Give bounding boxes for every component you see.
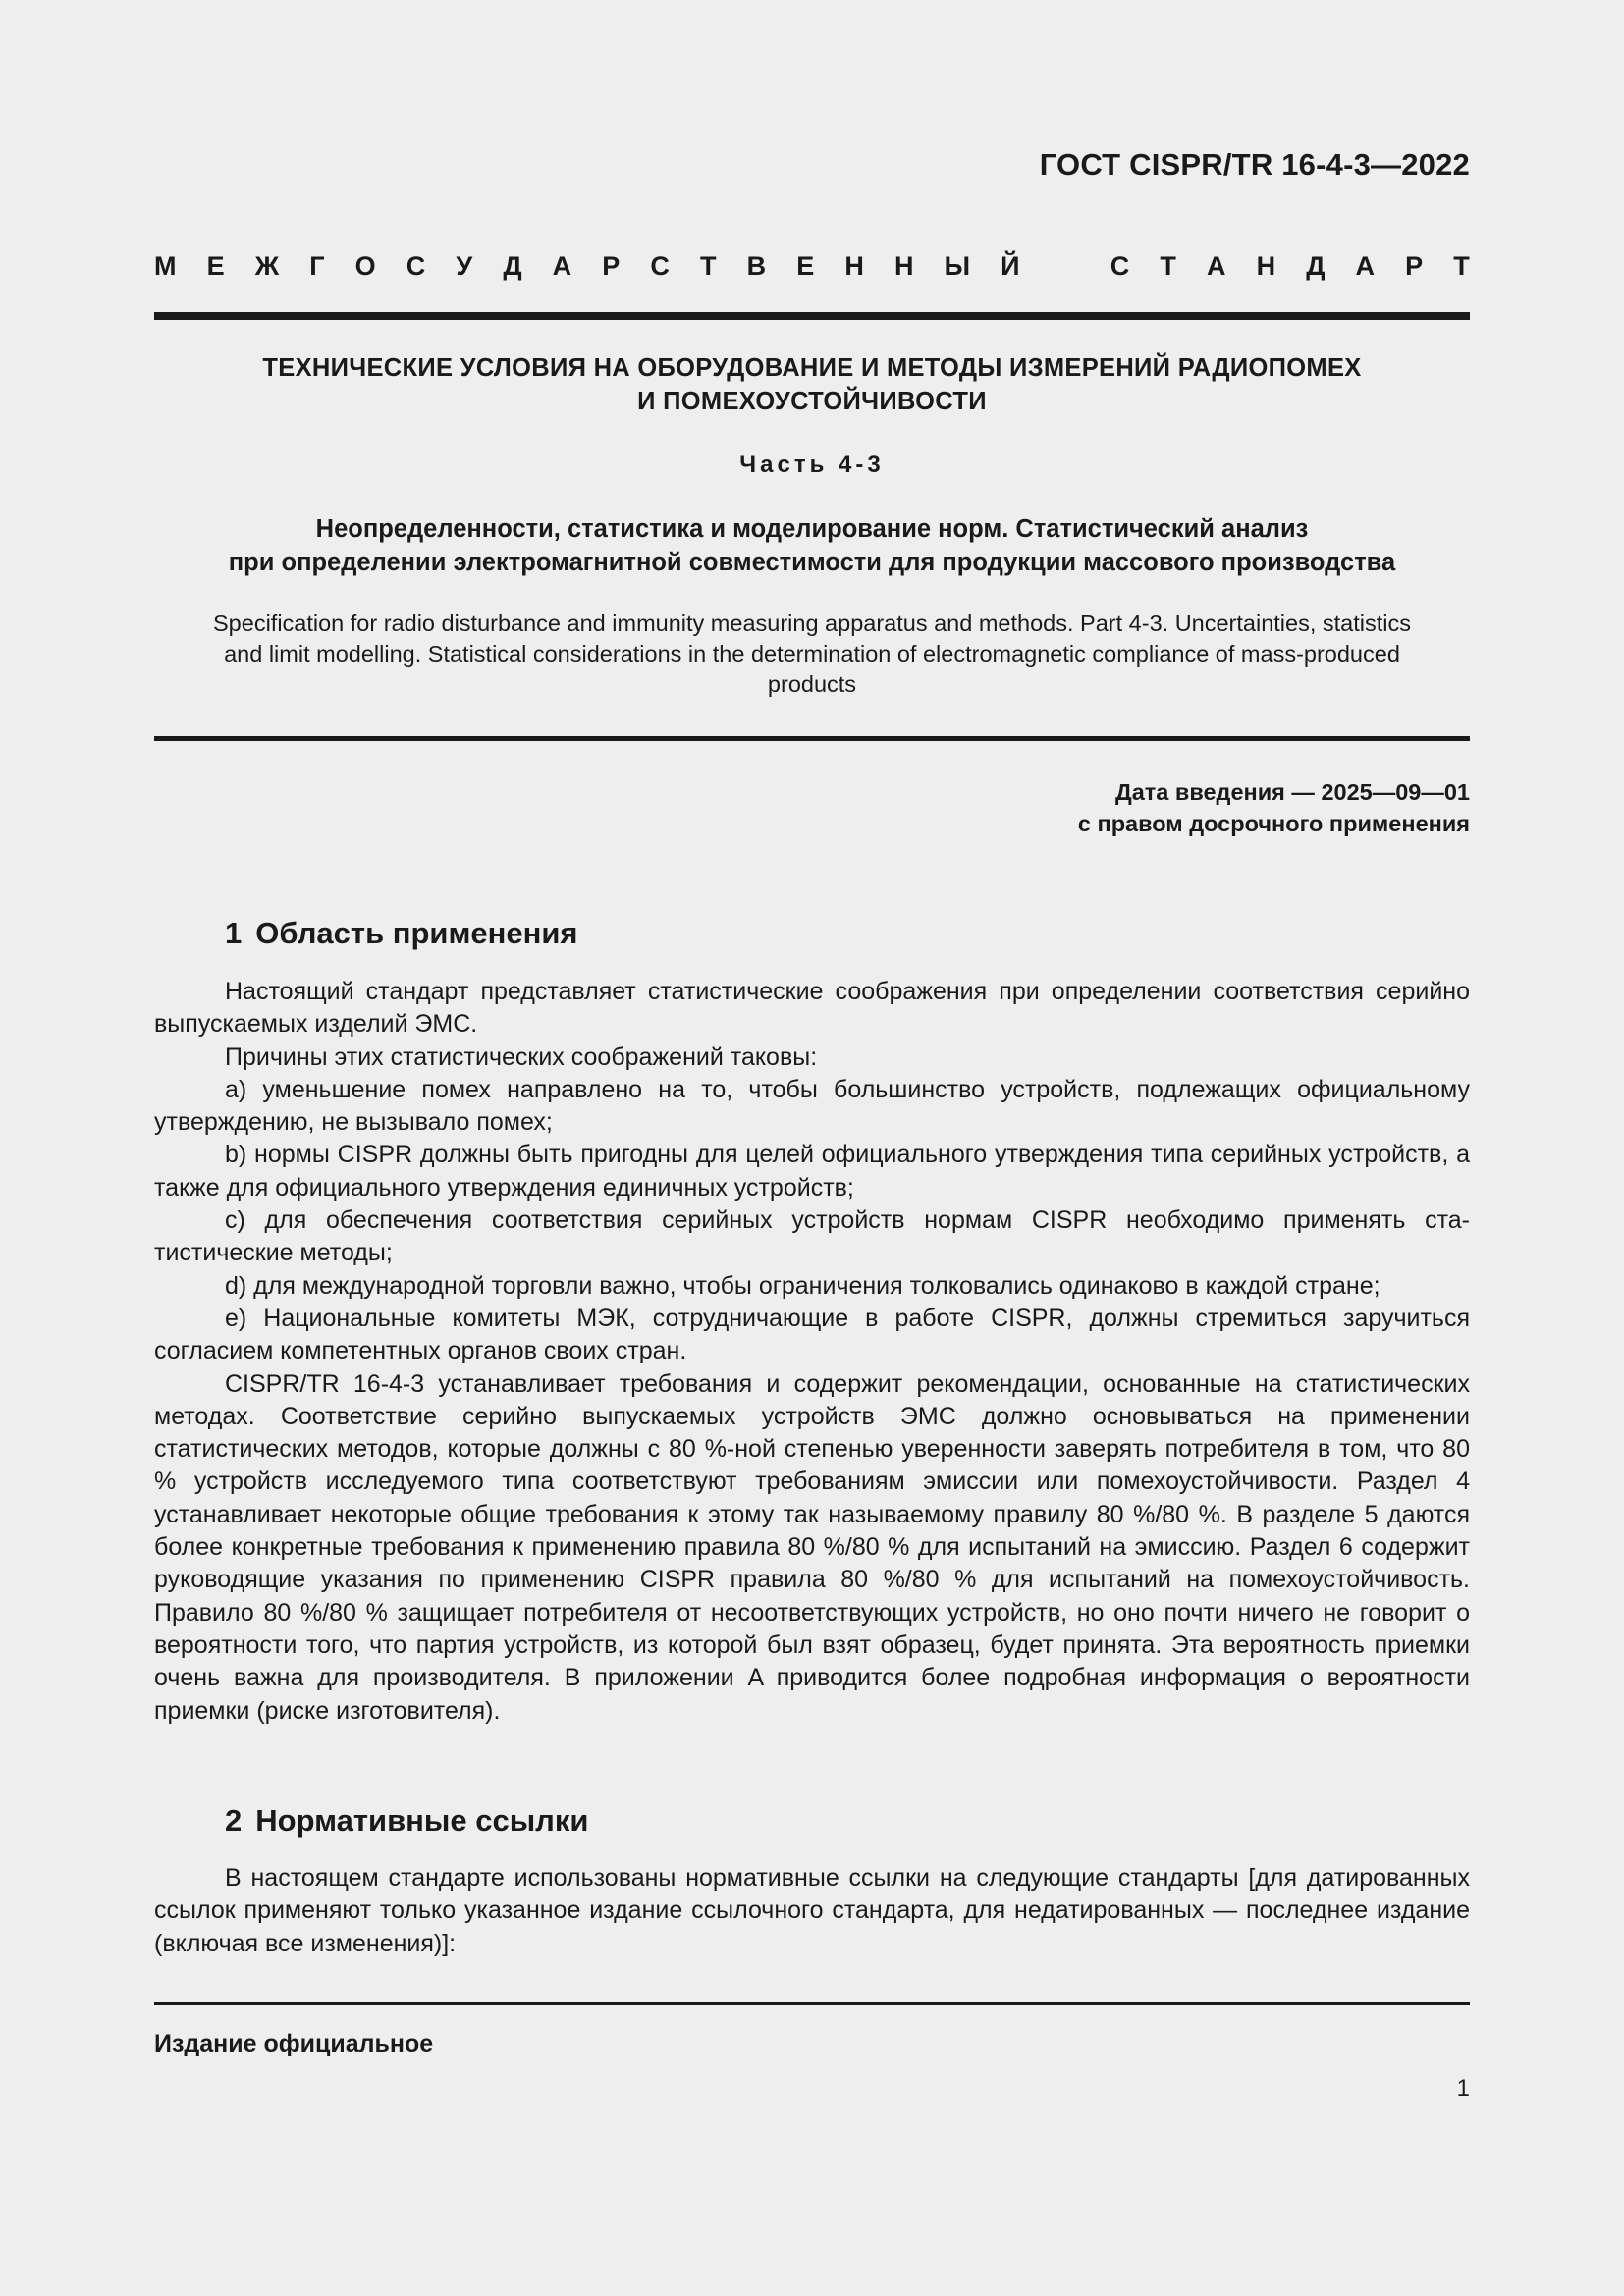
interstate-letter: Н: [1256, 251, 1276, 281]
section1-paragraph: e) Национальные комитеты МЭК, сотрудничающие в работе CISPR, должны стремиться заручиться согласием компетентных органов своих стран.: [154, 1304, 1470, 1365]
early-application-note: с правом досрочного применения: [1077, 811, 1470, 836]
section1-paragraph: b) нормы CISPR должны быть пригодны для целей официального утверждения типа серийных устройств, а также для официального утверждения единичных устройств;: [154, 1141, 1470, 1201]
standard-title: [154, 351, 1470, 418]
section-2-number: 2: [225, 1803, 243, 1838]
part-subtitle-line-2: при определении электромагнитной совместимости для продукции массового производства: [228, 549, 1396, 576]
section1-paragraph: a) уменьшение помех направлено на то, чтобы большинство устройств, подлежащих официальному утверждению, не вызывало помех;: [154, 1075, 1470, 1137]
section-2-heading: [225, 1803, 588, 1839]
section1-paragraph: d) для международной торговли важно, чтобы ограничения толковались одинаково в каждой стране;: [225, 1271, 1380, 1300]
interstate-standard-label: [154, 251, 1470, 282]
document-id: ГОСТ CISPR/TR 16-4-3—2022: [1039, 147, 1470, 182]
section-1-heading: [225, 916, 578, 951]
interstate-letter: Р: [1405, 251, 1424, 281]
footer-rule: [154, 2002, 1470, 2005]
section-1-number: 1: [225, 916, 243, 950]
introduction-date: [1078, 776, 1470, 839]
english-title-line-2: and limit modelling. Statistical considerations in the determination of electromagnetic compliance of mass-produced: [224, 641, 1400, 667]
interstate-letter: Т: [1453, 251, 1470, 281]
interstate-letter: О: [354, 251, 376, 281]
interstate-letter: Н: [893, 251, 914, 281]
interstate-letter: Н: [844, 251, 864, 281]
section1-paragraph: Настоящий стандарт представляет статистические соображения при определении соответствия серийно выпускаемых изделий ЭМС.: [154, 978, 1470, 1039]
section1-paragraph: c) для обеспечения соответствия серийных устройств нормам CISPR необходимо применять статистические методы;: [154, 1206, 1470, 1267]
page-number: 1: [1456, 2075, 1470, 2102]
introduction-date-value: Дата введения — 2025—09—01: [1114, 779, 1470, 805]
section-2-title: Нормативные ссылки: [255, 1803, 589, 1838]
interstate-letter: Г: [309, 251, 325, 281]
part-subtitle: [154, 512, 1470, 579]
interstate-letter: Й: [1001, 251, 1020, 281]
interstate-letter: Ы: [944, 251, 971, 281]
interstate-letter: Р: [602, 251, 621, 281]
interstate-letter: В: [746, 251, 767, 281]
interstate-letter: У: [456, 251, 473, 281]
interstate-letter: Т: [700, 251, 717, 281]
interstate-letter: Д: [1306, 251, 1326, 281]
section1-paragraph: CISPR/TR 16-4-3 устанавливает требования и содержит рекомендации, основанные на статистических методах. Соответствие серийно выпускаемых устройств ЭМС должно основываться на применении статистических методов, которые должны с 80 %-ной степенью уверенности заверять потребителя в том, что 80 % устройств исследуемого типа соответствуют требованиям эмиссии или помехоустойчивости. Раздел 4 устанавливает некоторые общие требования к этому так называемому правилу 80 %/80 %. В разделе 5 даются более конкретные требования к применению правила 80 %/80 % для испытаний на эмиссию. Раздел 6 содержит руководящие указания по применению CISPR правила 80 %/80 % для испытаний на помехоустойчивость. Правило 80 %/80 % защищает потребителя от несоответствующих устройств, но оно почти ничего не говорит о вероятности того, что партия устройств, из которой был взят образец, будет принята. Эта вероятность приемки очень важна для производителя. В приложении A приводится более подробная информация о вероятности приемки (риске изготовителя).: [154, 1369, 1470, 1725]
interstate-letter: С: [406, 251, 426, 281]
interstate-letter: А: [552, 251, 572, 281]
standard-title-line-1: ТЕХНИЧЕСКИЕ УСЛОВИЯ НА ОБОРУДОВАНИЕ И МЕТОДЫ ИЗМЕРЕНИЙ РАДИОПОМЕХ: [262, 354, 1362, 382]
section1-paragraph: Причины этих статистических соображений таковы:: [225, 1042, 818, 1071]
english-title-line-3: products: [767, 671, 857, 697]
interstate-letter: Е: [796, 251, 815, 281]
interstate-letter: А: [1206, 251, 1226, 281]
interstate-letter: С: [1110, 251, 1130, 281]
interstate-letter: М: [154, 251, 177, 281]
english-title: [154, 609, 1470, 700]
interstate-letter: Ж: [254, 251, 280, 281]
interstate-letter: Т: [1160, 251, 1176, 281]
standard-title-line-2: И ПОМЕХОУСТОЙЧИВОСТИ: [637, 388, 987, 415]
section-1-body: [154, 976, 1470, 1728]
section-1-title: Область применения: [255, 916, 578, 950]
section2-paragraph: В настоящем стандарте использованы нормативные ссылки на следующие стандарты [для датированных ссылок применяют только указанное издание ссылочного стандарта, для недатированных — последнее издание (включая все изменения)]:: [154, 1864, 1470, 1957]
part-subtitle-line-1: Неопределенности, статистика и моделирование норм. Статистический анализ: [315, 515, 1309, 543]
official-edition-label: Издание официальное: [154, 2030, 434, 2057]
part-title: Часть 4-3: [739, 452, 885, 478]
section-2-body: [154, 1862, 1470, 1960]
document-page: [154, 0, 1470, 2296]
header-rule: [154, 312, 1470, 320]
interstate-letter: А: [1355, 251, 1376, 281]
english-title-line-1: Specification for radio disturbance and immunity measuring apparatus and methods. Part 4-3. Uncertainties, statistics: [213, 611, 1411, 636]
interstate-letter: Д: [503, 251, 522, 281]
title-rule: [154, 736, 1470, 741]
interstate-letter: Е: [206, 251, 225, 281]
interstate-word-gap: [1051, 251, 1080, 282]
interstate-letter: С: [650, 251, 670, 281]
